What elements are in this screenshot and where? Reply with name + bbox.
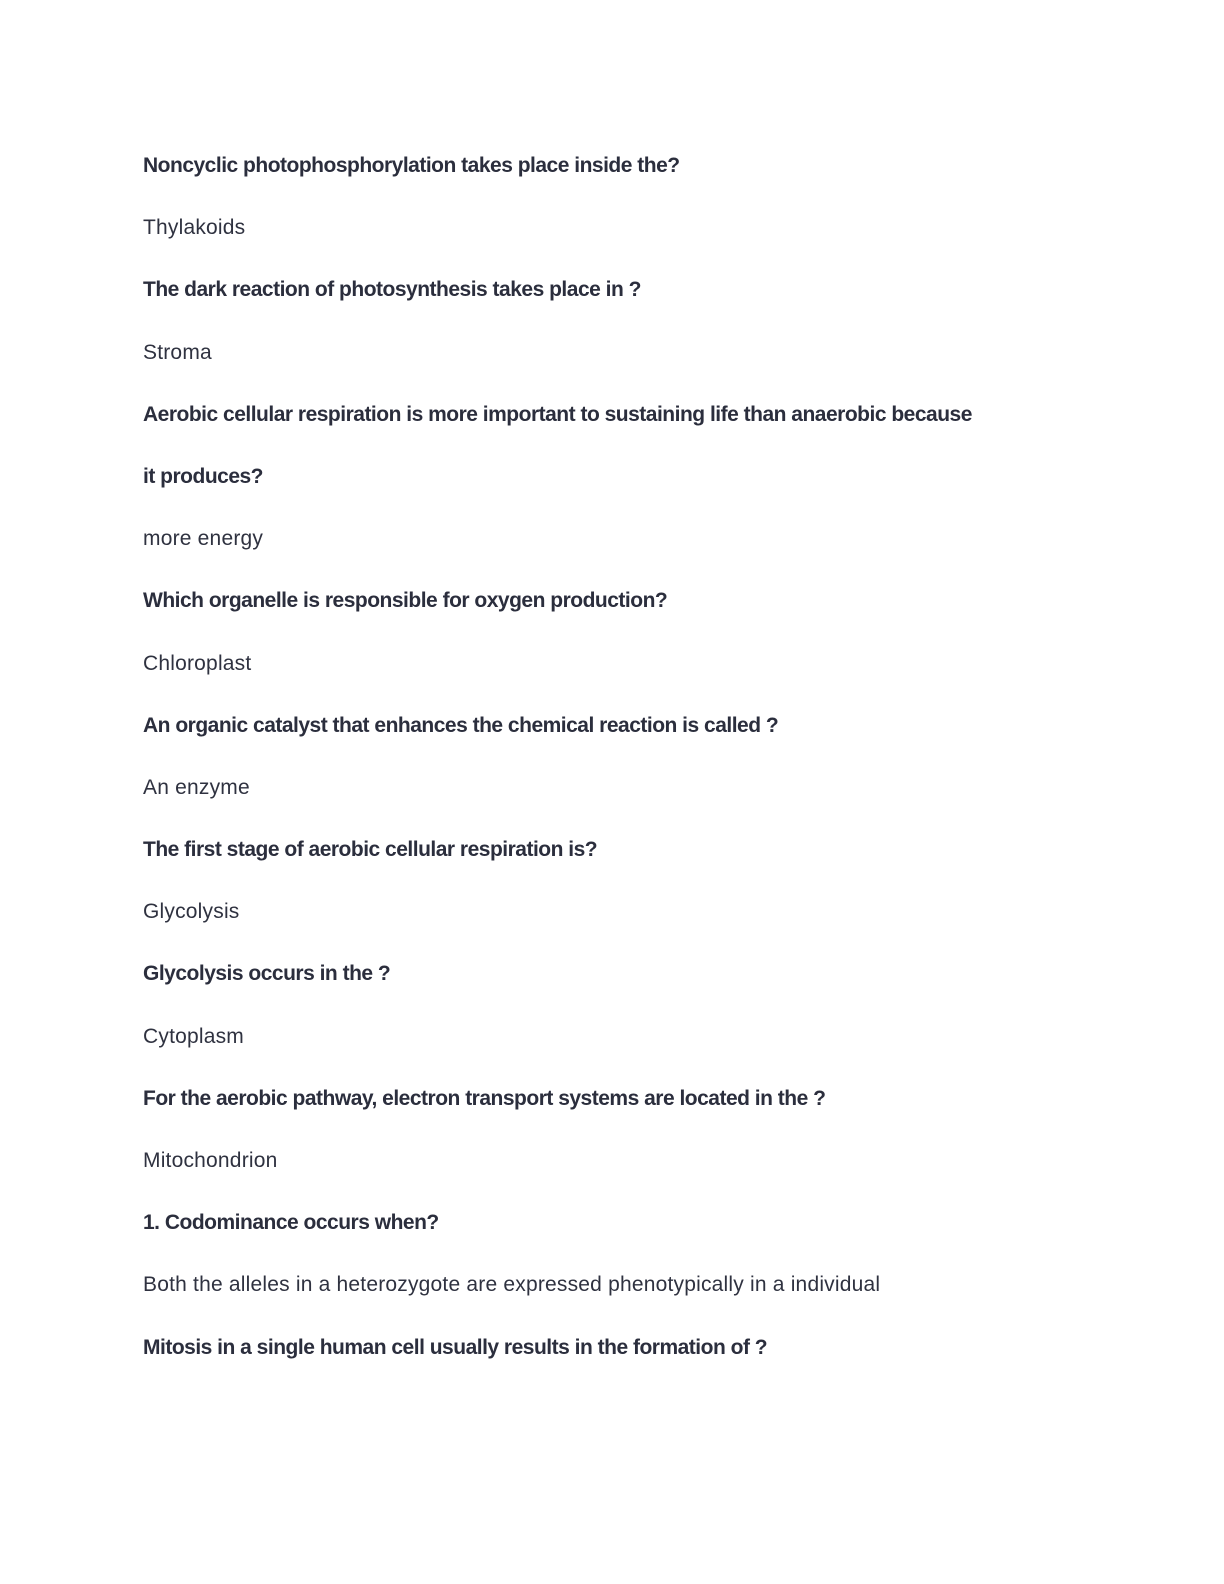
answer-line: more energy [143,527,264,551]
answer-line: An enzyme [143,775,250,799]
answer-line: Chloroplast [143,651,252,675]
question-line: Which organelle is responsible for oxygen production? [143,589,668,613]
question-line: For the aerobic pathway, electron transport systems are located in the ? [143,1086,826,1110]
answer-line: Cytoplasm [143,1024,244,1048]
question-line: The first stage of aerobic cellular respiration is? [143,838,598,862]
question-line-continued: it produces? [143,464,264,488]
answer-line: Glycolysis [143,900,240,924]
question-line: 1. Codominance occurs when? [143,1211,439,1235]
question-line: Mitosis in a single human cell usually results in the formation of ? [143,1335,768,1359]
question-line: An organic catalyst that enhances the chemical reaction is called ? [143,713,779,737]
qa-list [143,148,1103,1392]
question-line: Glycolysis occurs in the ? [143,962,391,986]
question-line: The dark reaction of photosynthesis takes place in ? [143,278,641,302]
answer-line: Mitochondrion [143,1149,278,1172]
answer-line: Stroma [143,340,212,364]
question-line: Noncyclic photophosphorylation takes place inside the? [143,154,680,177]
answer-line: Thylakoids [143,216,246,240]
answer-line: Both the alleles in a heterozygote are expressed phenotypically in a individual [143,1273,881,1297]
question-line: Aerobic cellular respiration is more important to sustaining life than anaerobic because [143,402,972,426]
